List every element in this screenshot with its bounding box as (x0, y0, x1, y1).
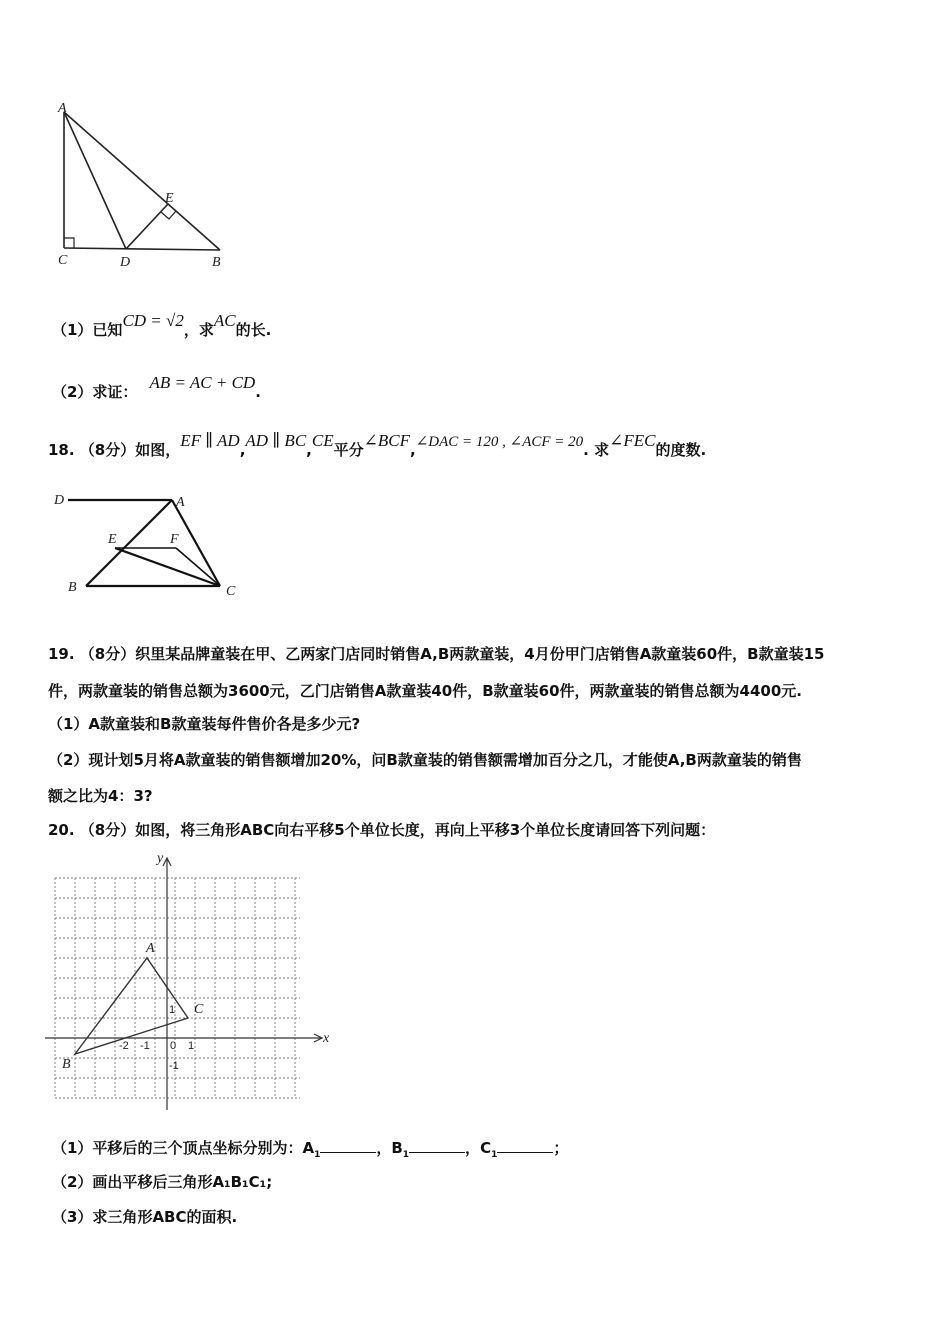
label-A: A (176, 495, 185, 510)
answer-blank-b1[interactable] (409, 1139, 465, 1153)
q18-stem: 18. （8分）如图，EF ∥ AD,AD ∥ BC,CE平分∠BCF,∠DAC = 120 , ∠ACF = 20. 求∠FEC的度数. (48, 431, 707, 459)
answer-a1-label: A (302, 1139, 315, 1157)
tick-y-minus1: -1 (169, 1060, 179, 1072)
tick-x-minus2: -2 (119, 1040, 129, 1052)
tick-x-minus1: -1 (140, 1040, 150, 1052)
segment-FC (176, 548, 220, 586)
answer-b1-label: B (391, 1139, 403, 1157)
figure-q20-grid (40, 848, 340, 1114)
figure-q18-trapezoid (48, 488, 248, 603)
segment-CB (64, 248, 220, 250)
segment-AD (64, 112, 126, 249)
tick-x-1: 1 (188, 1040, 195, 1052)
q20-sub3: （3）求三角形ABC的面积. (52, 1208, 238, 1226)
q17-part2: （2）求证： AB = AC + CD. (52, 373, 261, 401)
label-C: C (194, 1002, 204, 1017)
right-angle-C (64, 238, 74, 248)
q20-sub2: （2）画出平移后三角形A₁B₁C₁; (52, 1173, 273, 1191)
math-cd-sqrt2: CD = √2 (122, 311, 184, 330)
label-B: B (212, 255, 221, 270)
label-C: C (226, 584, 236, 599)
label-E: E (165, 191, 174, 206)
x-axis-label: x (323, 1031, 330, 1046)
label-C: C (58, 253, 68, 268)
label-D: D (120, 255, 131, 270)
segment-DE (126, 204, 168, 249)
q20-stem: 20. （8分）如图，将三角形ABC向右平移5个单位长度，再向上平移3个单位长度请回答下列问题： (48, 821, 716, 839)
segment-AC (172, 500, 220, 586)
segment-AB (64, 112, 220, 250)
answer-c1-label: C (480, 1139, 492, 1157)
q19-line1: 19. （8分）织里某品牌童装在甲、乙两家门店同时销售A,B两款童装，4月份甲门店销售A款童装60件，B款童装15 (48, 645, 825, 663)
label-B: B (68, 580, 77, 595)
right-angle-E (161, 211, 176, 219)
label-A: A (58, 101, 67, 116)
answer-blank-c1[interactable] (497, 1139, 553, 1153)
label-B: B (62, 1057, 71, 1072)
segment-AB (86, 500, 172, 586)
tick-y-1: 1 (169, 1004, 176, 1016)
q19-line4: （2）现计划5月将A款童装的销售额增加20%，问B款童装的销售额需增加百分之几，才能使A,B两款童装的销售 (48, 751, 802, 769)
y-axis-label: y (157, 851, 164, 866)
math-ab-eq: AB = AC + CD (149, 373, 256, 392)
answer-blank-a1[interactable] (320, 1139, 376, 1153)
segment-EC (115, 548, 220, 586)
label-A: A (146, 941, 155, 956)
figure-q17-triangle (50, 98, 240, 273)
q19-line5: 额之比为4：3? (48, 787, 153, 805)
q19-line3: （1）A款童装和B款童装每件售价各是多少元? (48, 715, 361, 733)
label-F: F (170, 532, 179, 547)
label-D: D (54, 493, 65, 508)
q17-part1: （1）已知CD = √2，求AC的长. (52, 311, 272, 339)
q20-sub1: （1）平移后的三个顶点坐标分别为：$A_1$ ，$B_1$ ，$C_1$ ； (52, 1139, 569, 1160)
q19-line2: 件，两款童装的销售总额为3600元，乙门店销售A款童装40件，B款童装60件，两款童装的销售总额为4400元. (48, 682, 802, 700)
label-E: E (108, 532, 117, 547)
origin-label: 0 (170, 1040, 177, 1052)
math-ac: AC (213, 311, 236, 330)
